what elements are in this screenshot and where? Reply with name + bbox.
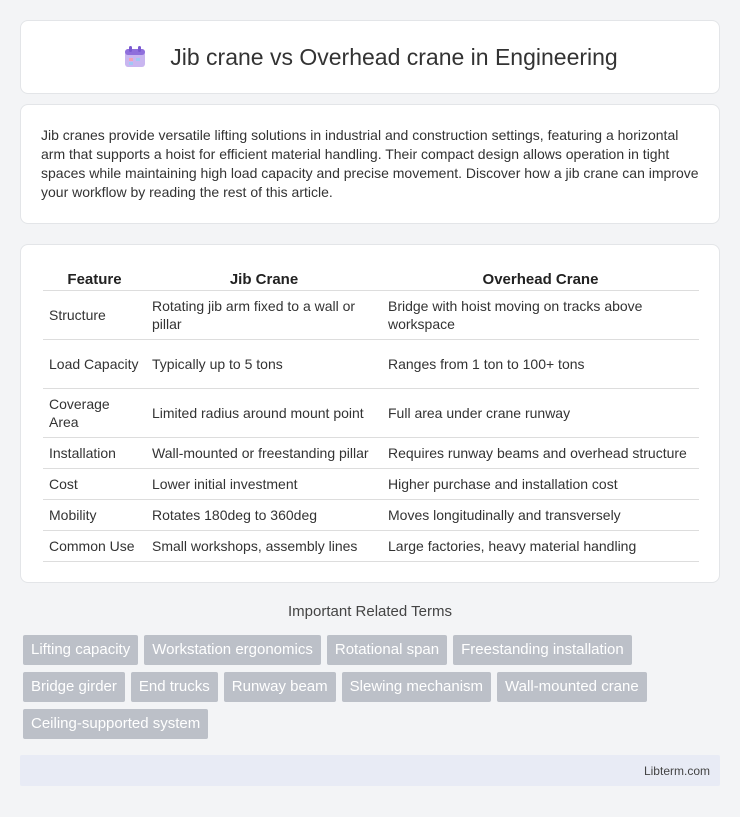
term-tag[interactable]: Lifting capacity [23, 635, 138, 665]
page-title: Jib crane vs Overhead crane in Engineering [170, 43, 618, 70]
row-jib: Typically up to 5 tons [146, 339, 382, 388]
table-row [43, 530, 699, 561]
row-overhead: Moves longitudinally and transversely [382, 499, 699, 530]
table-row [43, 339, 699, 388]
row-feature: Installation [43, 437, 146, 468]
term-tag[interactable]: Ceiling-supported system [23, 709, 208, 739]
comparison-table [43, 265, 699, 562]
row-feature: Structure [43, 290, 146, 339]
row-jib: Rotating jib arm fixed to a wall or pillar [146, 290, 382, 339]
table-row [43, 290, 699, 339]
title-card [20, 20, 720, 94]
term-tag[interactable]: End trucks [131, 672, 218, 702]
footer [20, 755, 720, 786]
intro-text: Jib cranes provide versatile lifting solutions in industrial and construction settings, featuring a horizontal arm that supports a hoist for efficient material handling. Their compact design allows operation in tight spaces while maintaining high load capacity and precise movement. Discover how a jib crane can improve your workflow by reading the rest of this article. [41, 127, 699, 200]
row-overhead: Bridge with hoist moving on tracks above workspace [382, 290, 699, 339]
term-tag[interactable]: Workstation ergonomics [144, 635, 321, 665]
header-feature: Feature [43, 265, 146, 290]
table-row [43, 468, 699, 499]
row-feature: Load Capacity [43, 339, 146, 388]
header-overhead-crane: Overhead Crane [382, 265, 699, 290]
row-overhead: Higher purchase and installation cost [382, 468, 699, 499]
row-overhead: Full area under crane runway [382, 388, 699, 437]
table-row [43, 388, 699, 437]
related-terms-title: Important Related Terms [288, 603, 452, 620]
row-feature: Common Use [43, 530, 146, 561]
row-jib: Wall-mounted or freestanding pillar [146, 437, 382, 468]
term-tag[interactable]: Slewing mechanism [342, 672, 491, 702]
row-feature: Cost [43, 468, 146, 499]
related-terms-list [23, 635, 713, 739]
calendar-icon [122, 44, 148, 70]
intro-card [20, 104, 720, 224]
term-tag[interactable]: Rotational span [327, 635, 447, 665]
term-tag[interactable]: Freestanding installation [453, 635, 632, 665]
row-feature: Coverage Area [43, 388, 146, 437]
row-overhead: Ranges from 1 ton to 100+ tons [382, 339, 699, 388]
footer-link[interactable]: Libterm.com [643, 763, 710, 778]
header-jib-crane: Jib Crane [146, 265, 382, 290]
table-row [43, 437, 699, 468]
term-tag[interactable]: Runway beam [224, 672, 336, 702]
comparison-card [20, 244, 720, 583]
row-feature: Mobility [43, 499, 146, 530]
row-jib: Rotates 180deg to 360deg [146, 499, 382, 530]
row-overhead: Requires runway beams and overhead structure [382, 437, 699, 468]
row-overhead: Large factories, heavy material handling [382, 530, 699, 561]
row-jib: Lower initial investment [146, 468, 382, 499]
term-tag[interactable]: Wall-mounted crane [497, 672, 647, 702]
term-tag[interactable]: Bridge girder [23, 672, 125, 702]
table-row [43, 499, 699, 530]
row-jib: Limited radius around mount point [146, 388, 382, 437]
row-jib: Small workshops, assembly lines [146, 530, 382, 561]
table-header-row [43, 265, 699, 290]
